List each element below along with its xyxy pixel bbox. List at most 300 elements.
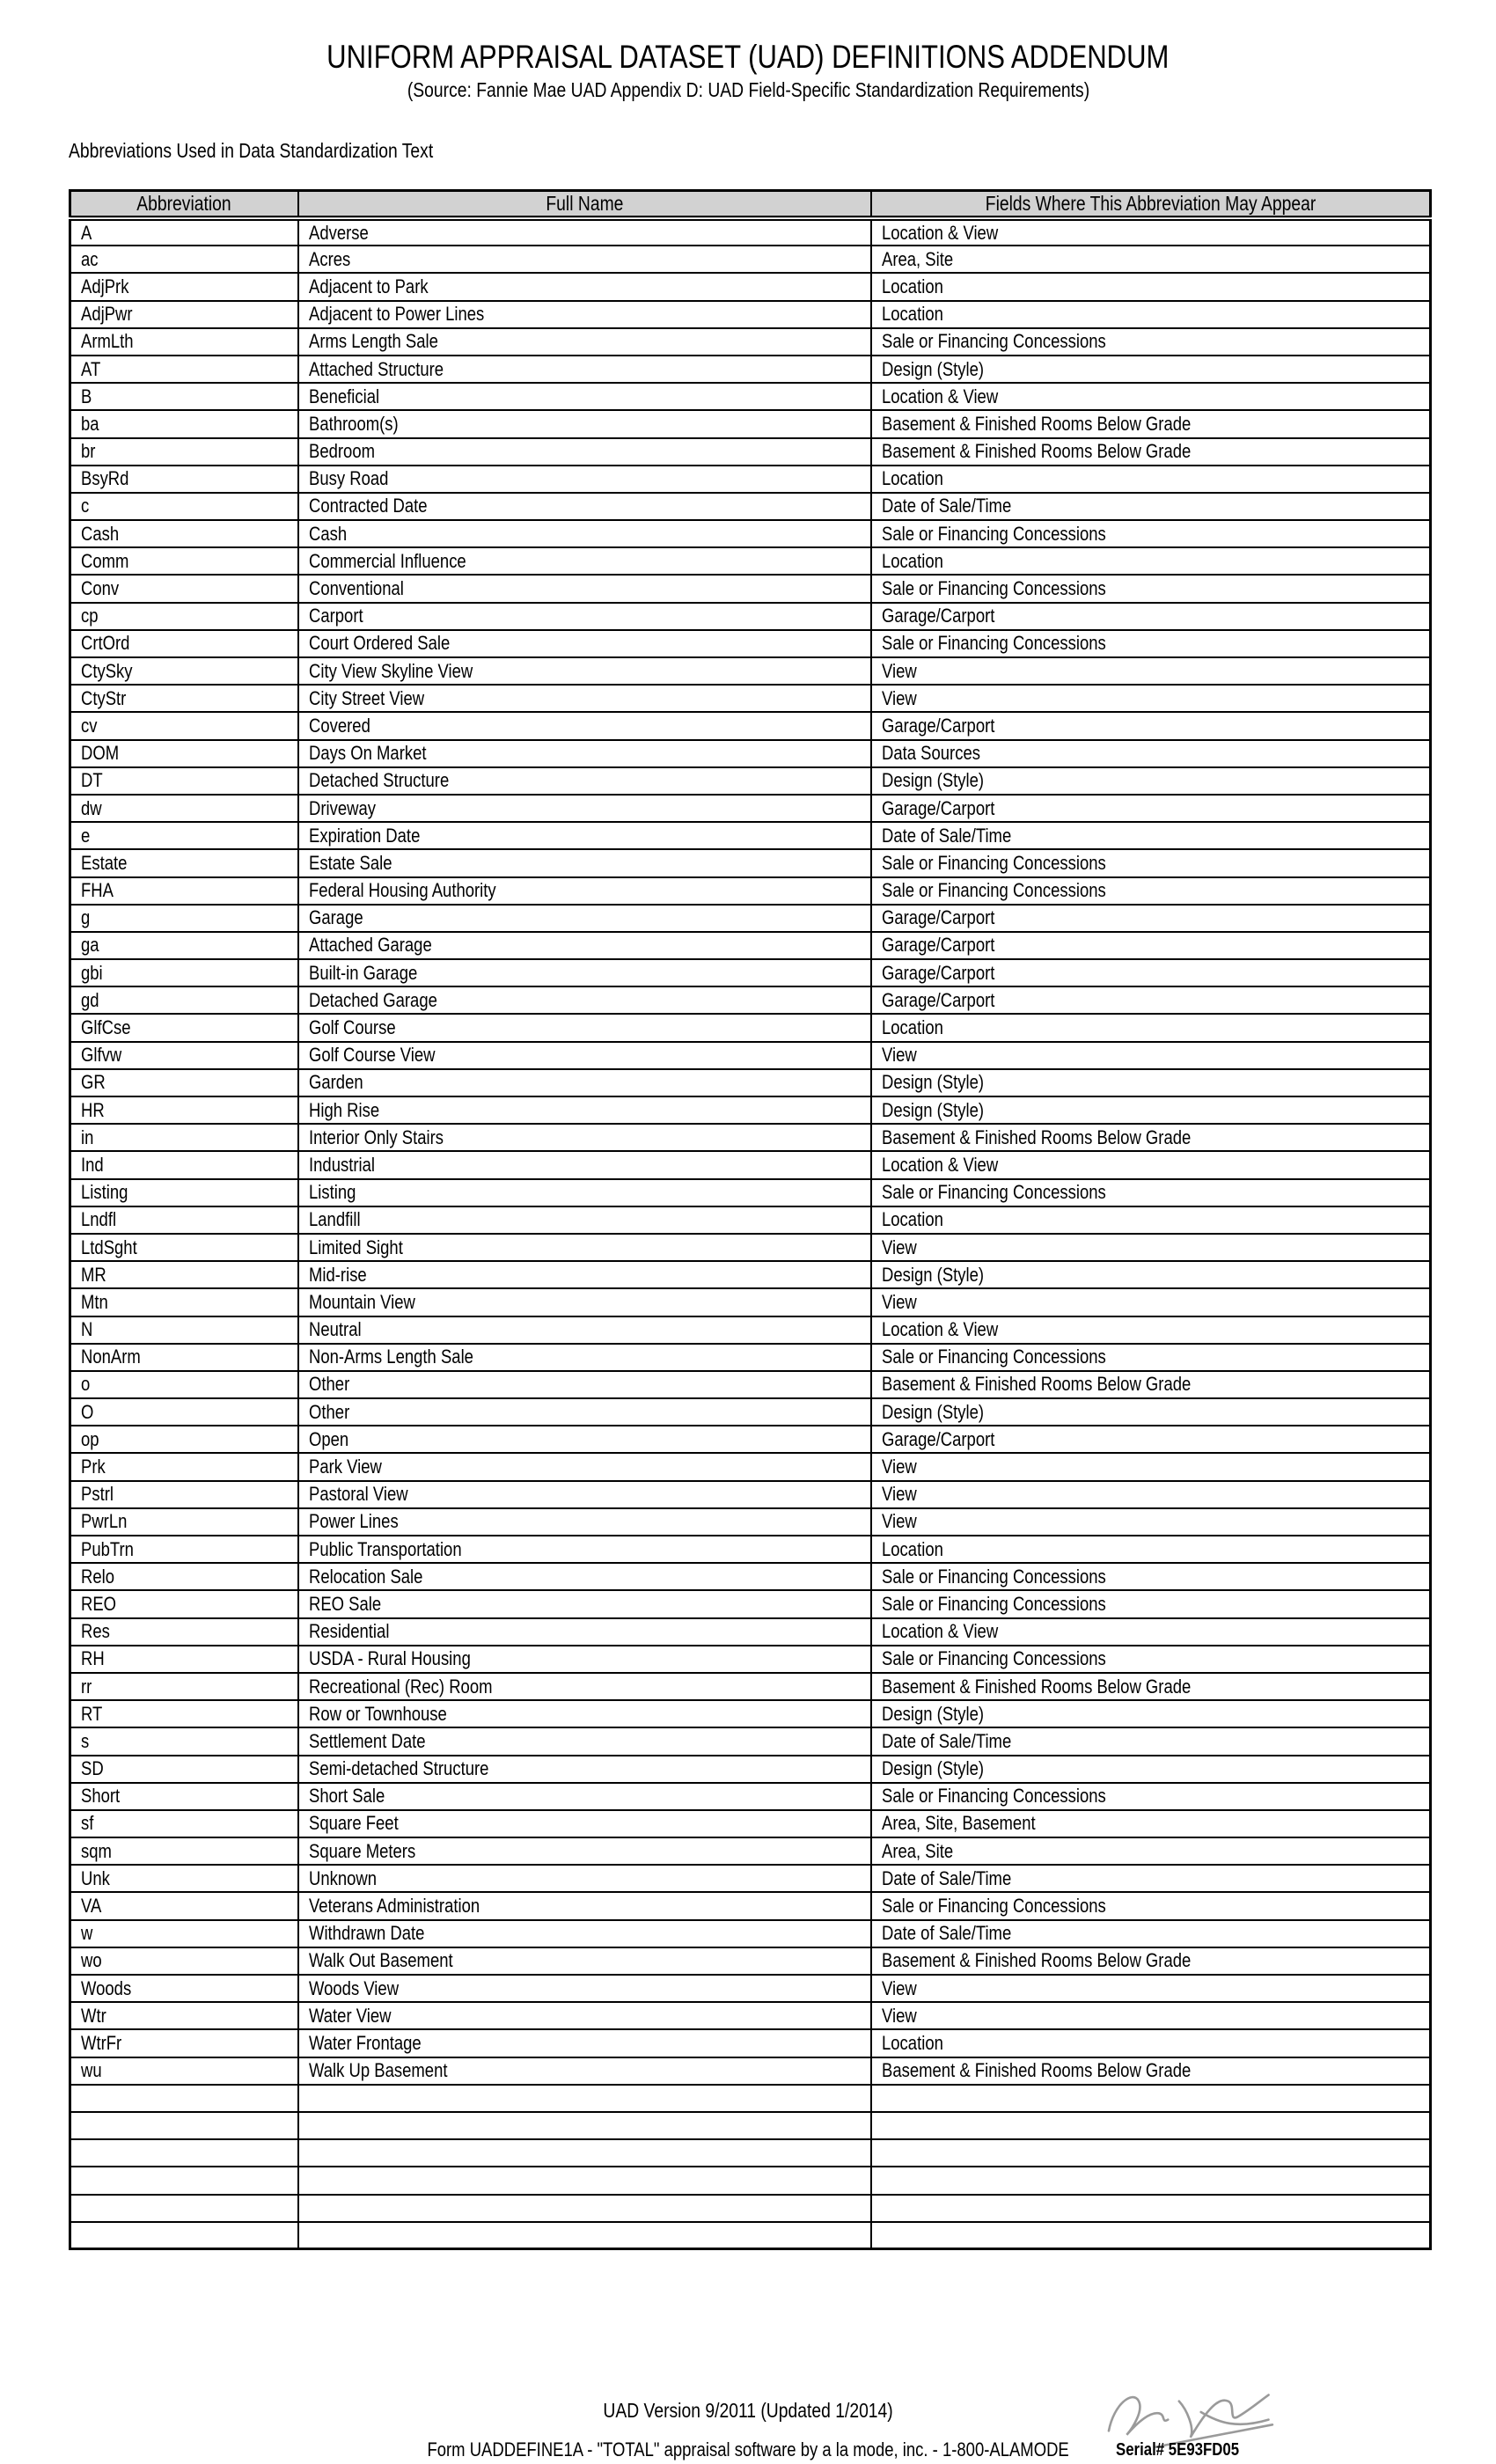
cell-text: Attached Garage — [308, 934, 432, 957]
table-row — [70, 1179, 1431, 1206]
fields-cell — [871, 1398, 1431, 1426]
cell-text: RT — [81, 1702, 103, 1725]
full-name-cell — [298, 1316, 871, 1344]
table-row — [70, 1756, 1431, 1783]
cell-text: Date of Sale/Time — [881, 824, 1011, 847]
full-name-cell — [298, 1865, 871, 1892]
full-name-cell — [298, 328, 871, 356]
cell-text: Location & View — [881, 221, 998, 244]
cell-text: Settlement Date — [308, 1729, 426, 1752]
cell-text: View — [881, 686, 917, 709]
abbreviation-cell — [70, 301, 298, 328]
cell-text: Pstrl — [81, 1483, 114, 1506]
cell-text: High Rise — [308, 1098, 379, 1121]
cell-text: Other — [308, 1373, 349, 1396]
full-name-cell — [298, 2057, 871, 2085]
cell-text: Basement & Finished Rooms Below Grade — [881, 2059, 1191, 2082]
fields-cell — [871, 877, 1431, 905]
cell-text: Location & View — [881, 1620, 998, 1643]
cell-text: Water Frontage — [308, 2031, 422, 2054]
cell-text: MR — [81, 1263, 106, 1286]
fields-cell — [871, 1920, 1431, 1947]
full-name-cell — [298, 986, 871, 1014]
cell-text: A — [81, 221, 92, 244]
cell-text: Sale or Financing Concessions — [881, 330, 1106, 353]
full-name-cell — [298, 1536, 871, 1563]
abbreviation-cell — [70, 1179, 298, 1206]
abbreviation-cell — [70, 218, 298, 246]
fields-cell — [871, 1727, 1431, 1755]
cell-text: Location — [881, 467, 943, 490]
fields-cell — [871, 740, 1431, 767]
cell-text: Design (Style) — [881, 1071, 984, 1094]
full-name-cell — [298, 2002, 871, 2029]
cell-text: Date of Sale/Time — [881, 495, 1011, 517]
abbreviation-cell — [70, 932, 298, 959]
fields-cell — [871, 2112, 1431, 2139]
cell-text: REO Sale — [308, 1592, 381, 1615]
abbreviation-cell — [70, 383, 298, 410]
fields-cell — [871, 1014, 1431, 1041]
fields-cell — [871, 1179, 1431, 1206]
cell-text: Pastoral View — [308, 1483, 408, 1506]
cell-text: CtySky — [81, 659, 133, 682]
abbreviation-cell — [70, 1096, 298, 1124]
cell-text: PubTrn — [81, 1537, 134, 1560]
abbreviation-cell — [70, 2167, 298, 2194]
header-row — [70, 191, 1431, 219]
section-heading-text: Abbreviations Used in Data Standardization Text — [69, 139, 434, 162]
table-row — [70, 1014, 1431, 1041]
table-row — [70, 1810, 1431, 1837]
cell-text: Recreational (Rec) Room — [308, 1675, 492, 1698]
table-row — [70, 1481, 1431, 1508]
cell-text: Mountain View — [308, 1290, 415, 1313]
cell-text: Garage/Carport — [881, 961, 994, 984]
table-row — [70, 493, 1431, 520]
full-name-cell — [298, 356, 871, 383]
full-name-cell — [298, 2112, 871, 2139]
abbreviation-cell — [70, 795, 298, 822]
fields-cell — [871, 959, 1431, 986]
cell-text: Prk — [81, 1456, 106, 1478]
cell-text: Glfvw — [81, 1044, 122, 1067]
abbreviation-cell — [70, 2002, 298, 2029]
fields-cell — [871, 1590, 1431, 1617]
abbreviation-cell — [70, 493, 298, 520]
abbreviation-cell — [70, 1783, 298, 1810]
cell-text: Federal Housing Authority — [308, 879, 496, 902]
cell-text: cv — [81, 714, 98, 737]
cell-text: Basement & Finished Rooms Below Grade — [881, 440, 1191, 463]
cell-text: Conv — [81, 577, 120, 600]
abbreviation-cell — [70, 328, 298, 356]
table-row — [70, 547, 1431, 575]
cell-text: WtrFr — [81, 2031, 122, 2054]
cell-text: Sale or Financing Concessions — [881, 577, 1106, 600]
full-name-cell — [298, 1975, 871, 2002]
cell-text: Garage/Carport — [881, 988, 994, 1011]
full-name-cell — [298, 1892, 871, 1919]
fields-cell — [871, 1947, 1431, 1975]
cell-text: Basement & Finished Rooms Below Grade — [881, 1126, 1191, 1148]
full-name-cell — [298, 1014, 871, 1041]
abbreviation-cell — [70, 1426, 298, 1453]
abbreviation-cell — [70, 1590, 298, 1617]
cell-text: Conventional — [308, 577, 404, 600]
full-name-cell — [298, 2029, 871, 2057]
table-row — [70, 2002, 1431, 2029]
full-name-cell — [298, 1151, 871, 1178]
cell-text: Sale or Financing Concessions — [881, 1895, 1106, 1918]
cell-text: rr — [81, 1675, 92, 1698]
cell-text: Beneficial — [308, 385, 379, 407]
cell-text: Garage/Carport — [881, 605, 994, 627]
fields-cell — [871, 1536, 1431, 1563]
column-header-fields — [871, 191, 1431, 219]
abbreviation-cell — [70, 1261, 298, 1288]
full-name-cell — [298, 2167, 871, 2194]
cell-text: Mtn — [81, 1290, 108, 1313]
abbreviation-cell — [70, 2195, 298, 2222]
abbreviation-cell — [70, 438, 298, 466]
full-name-cell — [298, 410, 871, 437]
cell-text: Industrial — [308, 1153, 375, 1176]
table-row — [70, 1673, 1431, 1700]
abbreviations-table — [69, 189, 1432, 2250]
column-header-full-name — [298, 191, 871, 219]
cell-text: Unk — [81, 1866, 110, 1889]
fields-cell — [871, 986, 1431, 1014]
table-row — [70, 1234, 1431, 1261]
section-heading — [69, 139, 502, 162]
abbreviation-cell — [70, 1069, 298, 1096]
cell-text: Relo — [81, 1565, 115, 1588]
cell-text: Acres — [308, 247, 350, 270]
cell-text: Garage/Carport — [881, 714, 994, 737]
cell-text: wo — [81, 1949, 102, 1972]
table-row — [70, 575, 1431, 602]
cell-text: Design (Style) — [881, 769, 984, 792]
fields-cell — [871, 1700, 1431, 1727]
fields-cell — [871, 1124, 1431, 1151]
cell-text: Interior Only Stairs — [308, 1126, 444, 1148]
full-name-cell — [298, 1837, 871, 1865]
cell-text: Design (Style) — [881, 1098, 984, 1121]
cell-text: g — [81, 906, 91, 929]
table-row — [70, 849, 1431, 876]
cell-text: Basement & Finished Rooms Below Grade — [881, 1949, 1191, 1972]
full-name-cell — [298, 905, 871, 932]
abbreviation-cell — [70, 603, 298, 630]
cell-text: Semi-detached Structure — [308, 1757, 488, 1780]
abbreviation-cell — [70, 1371, 298, 1398]
abbreviation-cell — [70, 849, 298, 876]
cell-text: Design (Style) — [881, 1400, 984, 1423]
abbrev-table-header — [70, 191, 1431, 219]
abbreviation-cell — [70, 1206, 298, 1234]
cell-text: Cash — [308, 522, 347, 545]
cell-text: Park View — [308, 1456, 382, 1478]
table-row — [70, 986, 1431, 1014]
table-row — [70, 1069, 1431, 1096]
full-name-cell — [298, 877, 871, 905]
cell-text: AdjPrk — [81, 275, 129, 297]
cell-text: Square Meters — [308, 1839, 415, 1862]
abbreviation-cell — [70, 547, 298, 575]
table-row — [70, 1947, 1431, 1975]
table-row — [70, 1727, 1431, 1755]
page-title-text: UNIFORM APPRAISAL DATASET (UAD) DEFINITIONS ADDENDUM — [326, 39, 1170, 75]
full-name-cell — [298, 520, 871, 547]
fields-cell — [871, 1206, 1431, 1234]
fields-cell — [871, 356, 1431, 383]
cell-text: REO — [81, 1592, 117, 1615]
cell-text: View — [881, 1456, 917, 1478]
full-name-cell — [298, 795, 871, 822]
cell-text: sqm — [81, 1839, 112, 1862]
cell-text: Location — [881, 1537, 943, 1560]
fields-cell — [871, 1810, 1431, 1837]
cell-text: Contracted Date — [308, 495, 428, 517]
full-name-cell — [298, 246, 871, 273]
table-row — [70, 1508, 1431, 1536]
cell-text: Commercial Influence — [308, 549, 466, 572]
cell-text: Location — [881, 275, 943, 297]
abbreviation-cell — [70, 712, 298, 739]
abbreviation-cell — [70, 822, 298, 849]
table-row — [70, 1398, 1431, 1426]
table-row — [70, 356, 1431, 383]
cell-text: Design (Style) — [881, 1263, 984, 1286]
fields-cell — [871, 2222, 1431, 2249]
table-row — [70, 795, 1431, 822]
table-row — [70, 905, 1431, 932]
fields-cell — [871, 603, 1431, 630]
cell-text: View — [881, 2004, 917, 2027]
cell-text: Walk Out Basement — [308, 1949, 453, 1972]
cell-text: AT — [81, 357, 101, 380]
fields-cell — [871, 1316, 1431, 1344]
fields-cell — [871, 218, 1431, 246]
cell-text: Square Feet — [308, 1812, 399, 1835]
cell-text: Sale or Financing Concessions — [881, 632, 1106, 655]
cell-text: BsyRd — [81, 467, 129, 490]
uad-version-text: UAD Version 9/2011 (Updated 1/2014) — [603, 2399, 893, 2422]
abbreviation-cell — [70, 1975, 298, 2002]
cell-text: Non-Arms Length Sale — [308, 1346, 473, 1368]
fields-cell — [871, 685, 1431, 712]
fields-cell — [871, 2029, 1431, 2057]
fields-cell — [871, 1151, 1431, 1178]
cell-text: Other — [308, 1400, 349, 1423]
empty-table-row — [70, 2222, 1431, 2249]
cell-text: Days On Market — [308, 742, 427, 765]
cell-text: Open — [308, 1427, 348, 1450]
cell-text: Attached Structure — [308, 357, 444, 380]
abbreviation-cell — [70, 1481, 298, 1508]
cell-text: Walk Up Basement — [308, 2059, 447, 2082]
cell-text: Estate — [81, 851, 128, 874]
fields-cell — [871, 1618, 1431, 1646]
serial-number — [1116, 2440, 1263, 2460]
full-name-cell — [298, 2222, 871, 2249]
fields-cell — [871, 1892, 1431, 1919]
table-row — [70, 438, 1431, 466]
cell-text: Driveway — [308, 796, 376, 819]
cell-text: w — [81, 1922, 93, 1945]
cell-text: Expiration Date — [308, 824, 420, 847]
fields-cell — [871, 2057, 1431, 2085]
fields-cell — [871, 493, 1431, 520]
cell-text: View — [881, 1290, 917, 1313]
cell-text: RH — [81, 1647, 105, 1670]
cell-text: SD — [81, 1757, 104, 1780]
cell-text: VA — [81, 1895, 102, 1918]
table-row — [70, 1124, 1431, 1151]
full-name-cell — [298, 1426, 871, 1453]
full-name-cell — [298, 1344, 871, 1371]
cell-text: s — [81, 1729, 90, 1752]
cell-text: Detached Structure — [308, 769, 449, 792]
full-name-cell — [298, 2139, 871, 2167]
full-name-cell — [298, 959, 871, 986]
cell-text: Listing — [308, 1181, 356, 1204]
fields-cell — [871, 1508, 1431, 1536]
fields-cell — [871, 2085, 1431, 2112]
cell-text: br — [81, 440, 96, 463]
cell-text: Golf Course View — [308, 1044, 435, 1067]
abbreviation-cell — [70, 2029, 298, 2057]
fields-cell — [871, 712, 1431, 739]
cell-text: View — [881, 1510, 917, 1533]
table-row — [70, 1920, 1431, 1947]
cell-text: ba — [81, 412, 99, 435]
cell-text: Area, Site — [881, 1839, 953, 1862]
full-name-cell — [298, 1124, 871, 1151]
cell-text: Wtr — [81, 2004, 106, 2027]
cell-text: Basement & Finished Rooms Below Grade — [881, 1675, 1191, 1698]
cell-text: View — [881, 659, 917, 682]
cell-text: Covered — [308, 714, 370, 737]
cell-text: Garage/Carport — [881, 796, 994, 819]
fields-cell — [871, 849, 1431, 876]
table-row — [70, 383, 1431, 410]
cell-text: Date of Sale/Time — [881, 1729, 1011, 1752]
form-footer-line — [0, 2438, 1496, 2461]
cell-text: Area, Site — [881, 247, 953, 270]
abbreviation-cell — [70, 246, 298, 273]
full-name-cell — [298, 1783, 871, 1810]
table-row — [70, 1783, 1431, 1810]
fields-cell — [871, 795, 1431, 822]
cell-text: Location — [881, 549, 943, 572]
abbreviation-cell — [70, 986, 298, 1014]
table-row — [70, 767, 1431, 795]
cell-text: Ind — [81, 1153, 104, 1176]
fields-cell — [871, 1865, 1431, 1892]
abbreviation-cell — [70, 466, 298, 493]
cell-text: Row or Townhouse — [308, 1702, 447, 1725]
abbreviation-cell — [70, 1756, 298, 1783]
abbreviation-cell — [70, 273, 298, 300]
abbreviation-cell — [70, 1947, 298, 1975]
cell-text: GR — [81, 1071, 106, 1094]
cell-text: Sale or Financing Concessions — [881, 1565, 1106, 1588]
cell-text: op — [81, 1427, 99, 1450]
cell-text: Garage/Carport — [881, 906, 994, 929]
cell-text: ga — [81, 934, 99, 957]
fields-cell — [871, 1453, 1431, 1480]
abbreviation-cell — [70, 1536, 298, 1563]
cell-text: Sale or Financing Concessions — [881, 1181, 1106, 1204]
cell-text: Location — [881, 303, 943, 326]
table-row — [70, 822, 1431, 849]
full-name-cell — [298, 740, 871, 767]
cell-text: Estate Sale — [308, 851, 392, 874]
fields-cell — [871, 1426, 1431, 1453]
full-name-cell — [298, 767, 871, 795]
cell-text: View — [881, 1044, 917, 1067]
abbreviation-cell — [70, 1563, 298, 1590]
column-header-text: Abbreviation — [136, 192, 231, 215]
abbreviation-cell — [70, 630, 298, 657]
cell-text: B — [81, 385, 92, 407]
fields-cell — [871, 657, 1431, 685]
abbreviation-cell — [70, 1700, 298, 1727]
fields-cell — [871, 822, 1431, 849]
cell-text: Adverse — [308, 221, 369, 244]
fields-cell — [871, 1756, 1431, 1783]
cell-text: Sale or Financing Concessions — [881, 1785, 1106, 1808]
fields-cell — [871, 1783, 1431, 1810]
cell-text: Garage/Carport — [881, 1427, 994, 1450]
table-row — [70, 603, 1431, 630]
table-row — [70, 1344, 1431, 1371]
table-row — [70, 1316, 1431, 1344]
table-row — [70, 1042, 1431, 1069]
table-row — [70, 1646, 1431, 1673]
table-row — [70, 246, 1431, 273]
page-subtitle-text: (Source: Fannie Mae UAD Appendix D: UAD Field-Specific Standardization Requirements) — [407, 78, 1089, 101]
fields-cell — [871, 575, 1431, 602]
fields-cell — [871, 273, 1431, 300]
fields-cell — [871, 301, 1431, 328]
fields-cell — [871, 1344, 1431, 1371]
full-name-cell — [298, 1371, 871, 1398]
table-row — [70, 328, 1431, 356]
cell-text: Garage/Carport — [881, 934, 994, 957]
fields-cell — [871, 2139, 1431, 2167]
full-name-cell — [298, 466, 871, 493]
full-name-cell — [298, 712, 871, 739]
fields-cell — [871, 905, 1431, 932]
full-name-cell — [298, 1179, 871, 1206]
abbreviation-cell — [70, 685, 298, 712]
fields-cell — [871, 2195, 1431, 2222]
full-name-cell — [298, 1920, 871, 1947]
cell-text: Design (Style) — [881, 1757, 984, 1780]
table-row — [70, 1096, 1431, 1124]
cell-text: HR — [81, 1098, 105, 1121]
cell-text: Sale or Financing Concessions — [881, 1592, 1106, 1615]
cell-text: ArmLth — [81, 330, 134, 353]
cell-text: CrtOrd — [81, 632, 130, 655]
cell-text: Court Ordered Sale — [308, 632, 450, 655]
empty-table-row — [70, 2112, 1431, 2139]
cell-text: View — [881, 1976, 917, 1999]
fields-cell — [871, 1481, 1431, 1508]
